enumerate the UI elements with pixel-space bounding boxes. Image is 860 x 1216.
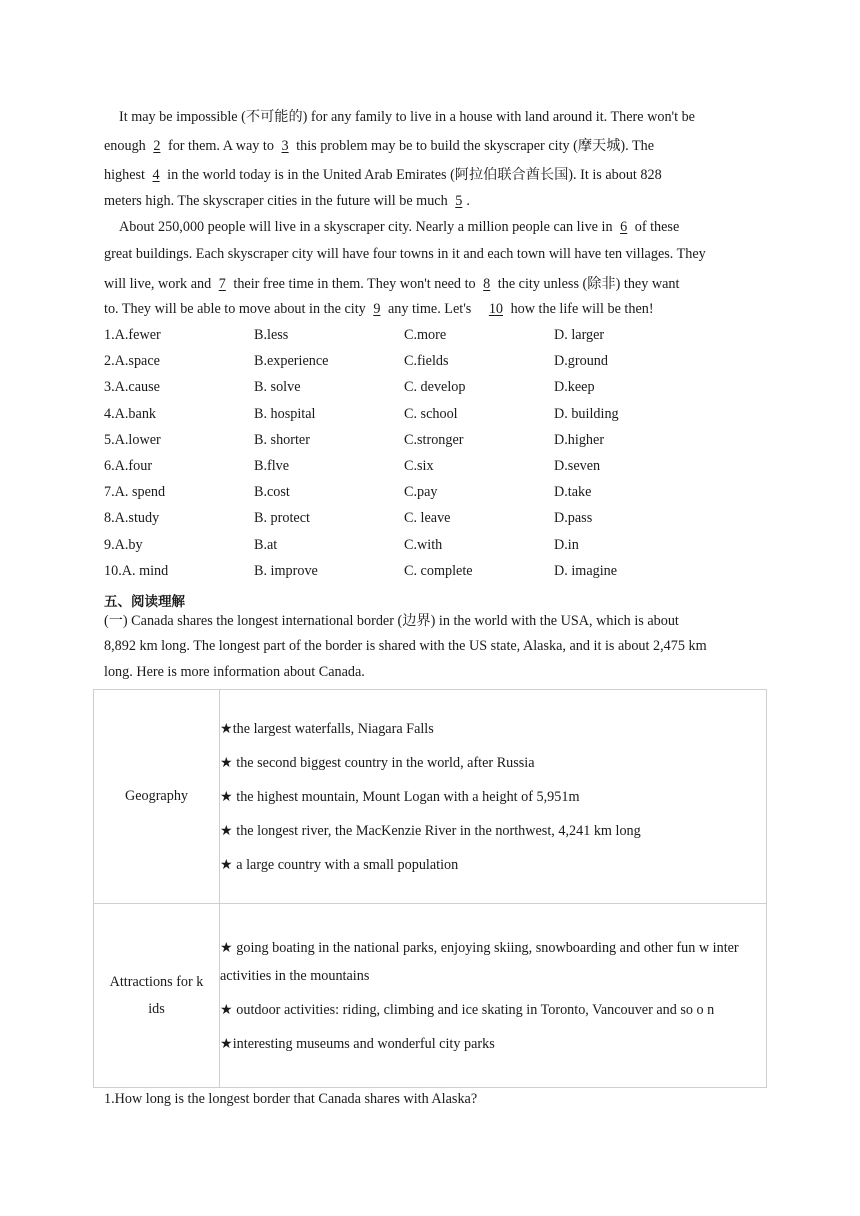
cloze-line: enough 2 for them. A way to 3 this problem may be to build the skyscraper city (摩天城). The <box>104 138 655 154</box>
option-1-d: D. larger <box>554 327 605 343</box>
blank-7: 7 <box>218 276 226 292</box>
option-10-b: B. improve <box>254 563 318 579</box>
option-7-d: D.take <box>554 484 592 500</box>
cloze-line: It may be impossible (不可能的) for any family to live in a house with land around it. There won't be <box>119 109 695 125</box>
option-8-c: C. leave <box>404 510 451 526</box>
section-title: 五、阅读理解 <box>104 594 185 610</box>
option-5-d: D.higher <box>554 432 605 448</box>
list-item: ★ outdoor activities: riding, climbing and ice skating in Toronto, Vancouver and so o n <box>220 1001 715 1018</box>
option-8-d: D.pass <box>554 510 593 526</box>
blank-9: 9 <box>373 301 381 317</box>
cloze-line: will live, work and 7 their free time in them. They won't need to 8 the city unless (除非) they want <box>104 276 680 292</box>
list-item: ★ a large country with a small population <box>220 856 459 873</box>
cloze-line: meters high. The skyscraper cities in the future will be much 5 . <box>104 193 470 209</box>
blank-4: 4 <box>152 167 160 183</box>
option-4-a: 4.A.bank <box>104 406 157 422</box>
option-6-c: C.six <box>404 458 434 474</box>
option-4-b: B. hospital <box>254 406 316 422</box>
category-cell: Attractions for k ids <box>94 904 220 1088</box>
option-8-a: 8.A.study <box>104 510 160 526</box>
option-1-c: C.more <box>404 327 447 343</box>
blank-6: 6 <box>620 219 628 235</box>
blank-10: 10 <box>488 301 504 317</box>
option-4-d: D. building <box>554 406 619 422</box>
table-row <box>94 690 767 904</box>
table-row <box>94 904 767 1088</box>
option-2-c: C.fields <box>404 353 449 369</box>
option-6-d: D.seven <box>554 458 601 474</box>
option-10-a: 10.A. mind <box>104 563 169 579</box>
option-10-d: D. imagine <box>554 563 618 579</box>
option-5-b: B. shorter <box>254 432 310 448</box>
option-1-a: 1.A.fewer <box>104 327 161 343</box>
option-2-a: 2.A.space <box>104 353 160 369</box>
option-8-b: B. protect <box>254 510 310 526</box>
option-3-c: C. develop <box>404 379 466 395</box>
option-6-b: B.flve <box>254 458 290 474</box>
list-item: ★interesting museums and wonderful city parks <box>220 1035 495 1052</box>
option-7-c: C.pay <box>404 484 438 500</box>
cloze-line: About 250,000 people will live in a skyscraper city. Nearly a million people can live in 6 of these <box>119 219 680 235</box>
option-2-d: D.ground <box>554 353 608 369</box>
option-3-a: 3.A.cause <box>104 379 160 395</box>
option-7-a: 7.A. spend <box>104 484 166 500</box>
option-1-b: B.less <box>254 327 289 343</box>
content-cell <box>220 904 767 1088</box>
question-1: 1.How long is the longest border that Canada shares with Alaska? <box>104 1091 478 1107</box>
option-3-d: D.keep <box>554 379 595 395</box>
option-6-a: 6.A.four <box>104 458 153 474</box>
option-3-b: B. solve <box>254 379 301 395</box>
option-9-c: C.with <box>404 537 443 553</box>
blank-5: 5 <box>455 193 463 209</box>
list-item: ★ going boating in the national parks, enjoying skiing, snowboarding and other fun w inter activities in the mountains <box>220 939 739 984</box>
cloze-line: great buildings. Each skyscraper city will have four towns in it and each town will have ten villages. They <box>104 246 706 262</box>
option-4-c: C. school <box>404 406 458 422</box>
list-item: ★ the second biggest country in the world, after Russia <box>220 754 535 771</box>
content-cell <box>220 690 767 904</box>
option-5-a: 5.A.lower <box>104 432 161 448</box>
option-9-b: B.at <box>254 537 278 553</box>
category-cell: Geography <box>94 690 220 904</box>
cloze-line: highest 4 in the world today is in the United Arab Emirates (阿拉伯联合酋长国). It is about 828 <box>104 167 662 183</box>
reading-line: 8,892 km long. The longest part of the border is shared with the US state, Alaska, and it is about 2,475 km <box>104 638 707 654</box>
blank-8: 8 <box>483 276 491 292</box>
option-7-b: B.cost <box>254 484 290 500</box>
reading-line: long. Here is more information about Canada. <box>104 664 365 680</box>
reading-line: (一) Canada shares the longest international border (边界) in the world with the USA, which is about <box>104 613 679 629</box>
option-9-d: D.in <box>554 537 579 553</box>
option-5-c: C.stronger <box>404 432 464 448</box>
blank-2: 2 <box>153 138 161 154</box>
list-item: ★ the longest river, the MacKenzie River in the northwest, 4,241 km long <box>220 822 641 839</box>
list-item: ★ the highest mountain, Mount Logan with a height of 5,951m <box>220 788 580 805</box>
option-9-a: 9.A.by <box>104 537 143 553</box>
blank-3: 3 <box>281 138 289 154</box>
cloze-line: to. They will be able to move about in the city 9 any time. Let's 10 how the life will be then! <box>104 301 654 317</box>
canada-info-table <box>93 689 767 1088</box>
option-2-b: B.experience <box>254 353 329 369</box>
list-item: ★the largest waterfalls, Niagara Falls <box>220 720 434 737</box>
option-10-c: C. complete <box>404 563 473 579</box>
